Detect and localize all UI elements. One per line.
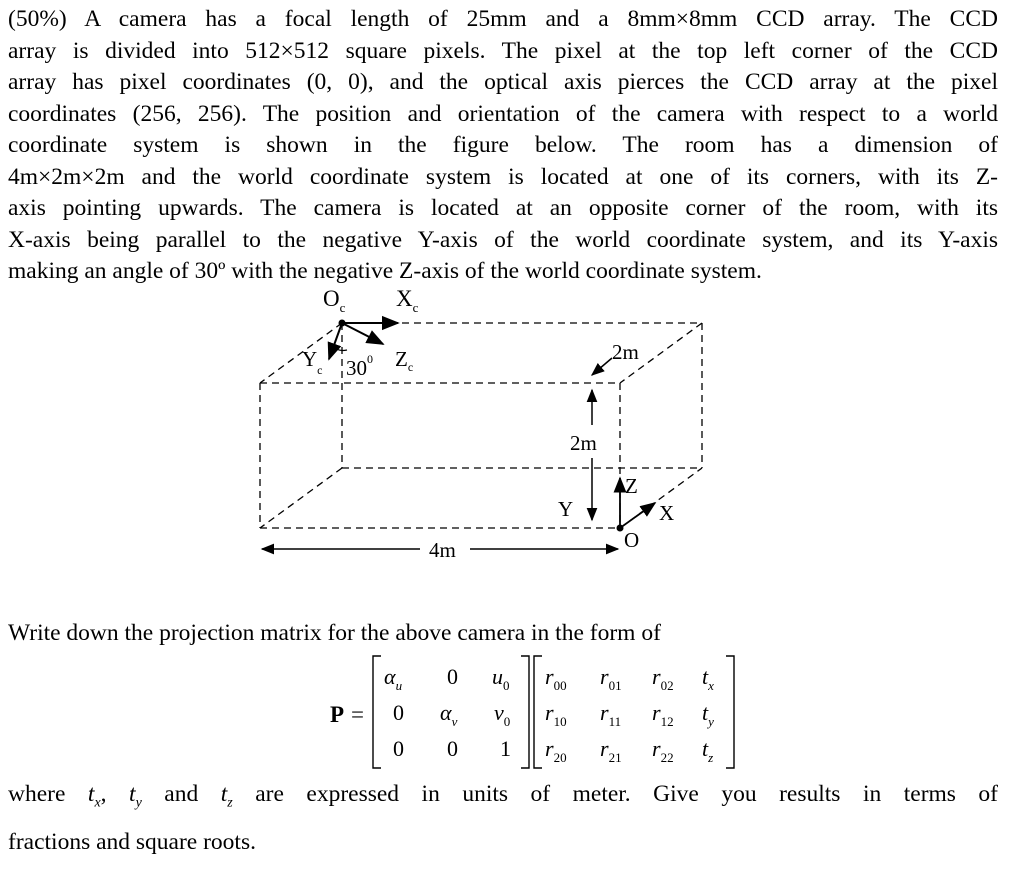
extrinsic-cell: $r_{02}$: [652, 664, 674, 693]
world-y-label: Y: [558, 497, 574, 521]
camera-y-label: $Y_c$: [302, 347, 323, 377]
depth-arrow: [592, 358, 612, 375]
extrinsic-cell: $r_{20}$: [545, 736, 567, 765]
world-origin-label: O: [624, 528, 640, 552]
camera-origin-label: $O_c$: [323, 286, 346, 315]
extrinsic-cell: $r_{00}$: [545, 664, 567, 693]
intrinsic-cell: 1: [500, 736, 511, 761]
extrinsic-cell: $r_{10}$: [545, 700, 567, 729]
intrinsic-cell: $v_0$: [494, 700, 511, 729]
extrinsic-cell: $r_{21}$: [600, 736, 622, 765]
camera-x-label: $X_c$: [396, 286, 419, 315]
extrinsic-cell: $r_{12}$: [652, 700, 674, 729]
extrinsic-cell: $r_{11}$: [600, 700, 622, 729]
extrinsic-cell: $t_y$: [702, 700, 714, 729]
problem-statement: [8, 4, 998, 288]
camera-y-axis: [329, 323, 342, 359]
height-label: 2m: [570, 431, 597, 455]
intrinsic-cell: $u_0$: [492, 664, 510, 693]
world-x-axis: [620, 503, 655, 528]
extrinsic-cell: $r_{22}$: [652, 736, 674, 765]
ty-symbol: $t_y$: [129, 781, 142, 811]
camera-z-axis: [342, 323, 383, 344]
extrinsic-cell: $t_z$: [702, 736, 714, 765]
matrix-symbol: P: [330, 702, 345, 727]
extrinsic-cell: $t_x$: [702, 664, 714, 693]
intrinsic-cell: 0: [447, 736, 458, 761]
intrinsic-cell: 0: [393, 736, 404, 761]
length-label: 4m: [429, 538, 456, 562]
bracket-left-1: [373, 656, 381, 768]
camera-z-label: $Z_c$: [395, 347, 414, 374]
angle-arc: [333, 346, 347, 351]
problem-line: coordinates (256, 256). The position and orientation of the camera with respect to a world: [8, 100, 998, 127]
world-x-label: X: [659, 501, 675, 525]
room-camera-figure: [0, 282, 1024, 572]
intrinsic-cell: 0: [447, 664, 458, 689]
intrinsic-cell: $\alpha_u$: [384, 664, 403, 693]
problem-line: making an angle of 30º with the negative Z-axis of the world coordinate system.: [8, 258, 762, 284]
bracket-right-2: [726, 656, 734, 768]
intrinsic-cell: $\alpha_v$: [440, 700, 458, 729]
intrinsic-cell: 0: [393, 700, 404, 725]
where-line-2: fractions and square roots.: [8, 828, 256, 855]
problem-line: X-axis being parallel to the negative Y-axis of the world coordinate system, and its Y-axis: [8, 226, 998, 253]
bracket-right-1: [521, 656, 529, 768]
depth-label: 2m: [612, 340, 639, 364]
problem-line: array has pixel coordinates (0, 0), and the optical axis pierces the CCD array at the pixel: [8, 69, 998, 95]
extrinsic-cell: $r_{01}$: [600, 664, 622, 693]
angle-label: $30^0$: [346, 352, 373, 380]
where-line: [8, 775, 998, 823]
problem-line: (50%) A camera has a focal length of 25mm and a 8mm×8mm CCD array. The CCD: [8, 6, 998, 32]
question-text: Write down the projection matrix for the above camera in the form of: [8, 620, 661, 646]
where-clause: [8, 775, 998, 861]
problem-line: array is divided into 512×512 square pixels. The pixel at the top left corner of the CCD: [8, 37, 998, 64]
problem-line: 4m×2m×2m and the world coordinate system is located at one of its corners, with its Z-: [8, 163, 998, 190]
world-z-label: Z: [625, 474, 638, 498]
comma: ,: [100, 781, 107, 807]
and-word: and: [164, 781, 199, 807]
where-rest: are expressed in units of meter. Give you results in terms of: [255, 781, 999, 807]
projection-matrix: [0, 648, 1024, 773]
tz-symbol: $t_z$: [220, 781, 233, 811]
where-word: where: [8, 781, 66, 807]
problem-line: coordinate system is shown in the figure below. The room has a dimension of: [8, 132, 998, 158]
equals-sign: =: [351, 702, 364, 727]
bracket-left-2: [534, 656, 542, 768]
tx-symbol: $t_x$: [87, 781, 101, 811]
problem-line: axis pointing upwards. The camera is located at an opposite corner of the room, with its: [8, 195, 998, 221]
